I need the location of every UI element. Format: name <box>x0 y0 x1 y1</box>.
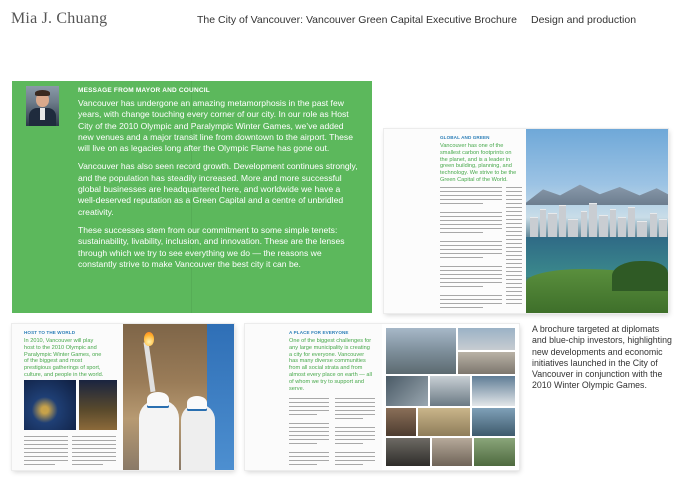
brand-name[interactable]: Mia J. Chuang <box>11 10 108 27</box>
body-copy-lines <box>289 398 329 468</box>
collage-photo <box>474 438 515 466</box>
body-copy-lines <box>335 398 375 468</box>
portfolio-header <box>0 0 680 40</box>
collage-photo <box>458 328 515 350</box>
city-towers <box>526 201 668 239</box>
host-world-spread[interactable] <box>12 324 234 470</box>
collage-photo <box>386 408 416 436</box>
collage-photo <box>432 438 472 466</box>
collage-photo <box>386 376 428 406</box>
vancouver-skyline-photo <box>526 129 668 313</box>
collage-photo <box>472 408 515 436</box>
mayor-portrait <box>26 86 59 126</box>
spread-left-page <box>12 324 123 470</box>
global-green-spread[interactable] <box>384 129 668 313</box>
olympic-night-photo <box>24 380 76 430</box>
project-role: Design and production <box>531 14 637 26</box>
spread-left-page <box>384 129 526 313</box>
collage-photo <box>430 376 470 406</box>
mayor-message-body <box>78 98 360 277</box>
mayor-paragraph: Vancouver has also seen record growth. Development continues strongly, and the population has steadily increased. More and more successful global businesses are headquartered here, and worldwide we have a well-deserved reputation as a Green Capital and a centre of unbridled creativity. <box>78 161 358 217</box>
place-everyone-intro: One of the biggest challenges for any large municipality is creating a city for everyone. Vancouver has many diverse communities from all social strata and from almost every place on earth — all of whom we try to support and serve. <box>289 338 373 392</box>
mayor-message-spread[interactable] <box>12 81 372 313</box>
body-copy-lines <box>24 436 68 468</box>
host-world-intro: In 2010, Vancouver will play host to the 2010 Olympic and Paralympic Winter Games, one of the biggest and most prestigious gatherings of sport, culture, and people in the world. <box>24 338 104 378</box>
neighbourhood-photo-collage <box>382 324 519 470</box>
torch-bearer <box>181 404 215 470</box>
torch-bearer <box>139 400 179 470</box>
host-world-heading: HOST TO THE WORLD <box>24 330 76 335</box>
place-everyone-spread[interactable] <box>245 324 519 470</box>
global-green-heading: GLOBAL AND GREEN <box>440 135 490 140</box>
toque-hat <box>187 396 207 409</box>
collage-photo <box>472 376 515 406</box>
mayor-message-heading: MESSAGE FROM MAYOR AND COUNCIL <box>78 87 210 94</box>
toque-hat <box>147 392 169 406</box>
olympic-torch <box>144 342 156 392</box>
place-everyone-heading: A PLACE FOR EVERYONE <box>289 330 349 335</box>
collage-photo <box>458 352 515 374</box>
body-copy-lines <box>506 187 522 307</box>
park-trees <box>612 261 668 291</box>
torch-bearers-photo <box>123 324 234 470</box>
collage-photo <box>386 438 430 466</box>
mayor-paragraph: Vancouver has undergone an amazing metamorphosis in the past few years, with change touching every corner of our city. In our role as Host City of the 2010 Olympic and Paralympic Winter Games, we’ve added new venues and a major transit line from downtown to the airport. These will live on as legacies long after the Olympic Flame has gone out. <box>78 98 353 154</box>
collage-photo <box>386 328 456 374</box>
body-copy-lines <box>440 187 502 311</box>
portrait-hair <box>35 90 50 96</box>
global-green-intro: Vancouver has one of the smallest carbon footprints on the planet, and is a leader in green building, planning, and technology. We strive to be the Green Capital of the World. <box>440 143 517 183</box>
project-title: The City of Vancouver: Vancouver Green Capital Executive Brochure <box>197 14 518 26</box>
spread-left-page <box>245 324 382 470</box>
project-caption: A brochure targeted at diplomats and blue-chip investors, highlighting new developments and economic initiatives launched in the City of Vancouver in conjunction with the 2010 Winter Olympic Games. <box>532 324 672 391</box>
collage-photo <box>418 408 470 436</box>
mayor-paragraph: These successes stem from our commitment to some simple tenets: sustainability, livability, inclusion, and innovation. These are the lenses through which we try to see everything we do — the reasons we constantly strive to make Vancouver the best city it can be. <box>78 224 345 269</box>
portrait-shirt <box>40 108 45 120</box>
torch-flame-icon <box>144 332 154 346</box>
city-night-photo <box>79 380 117 430</box>
body-copy-lines <box>72 436 116 468</box>
